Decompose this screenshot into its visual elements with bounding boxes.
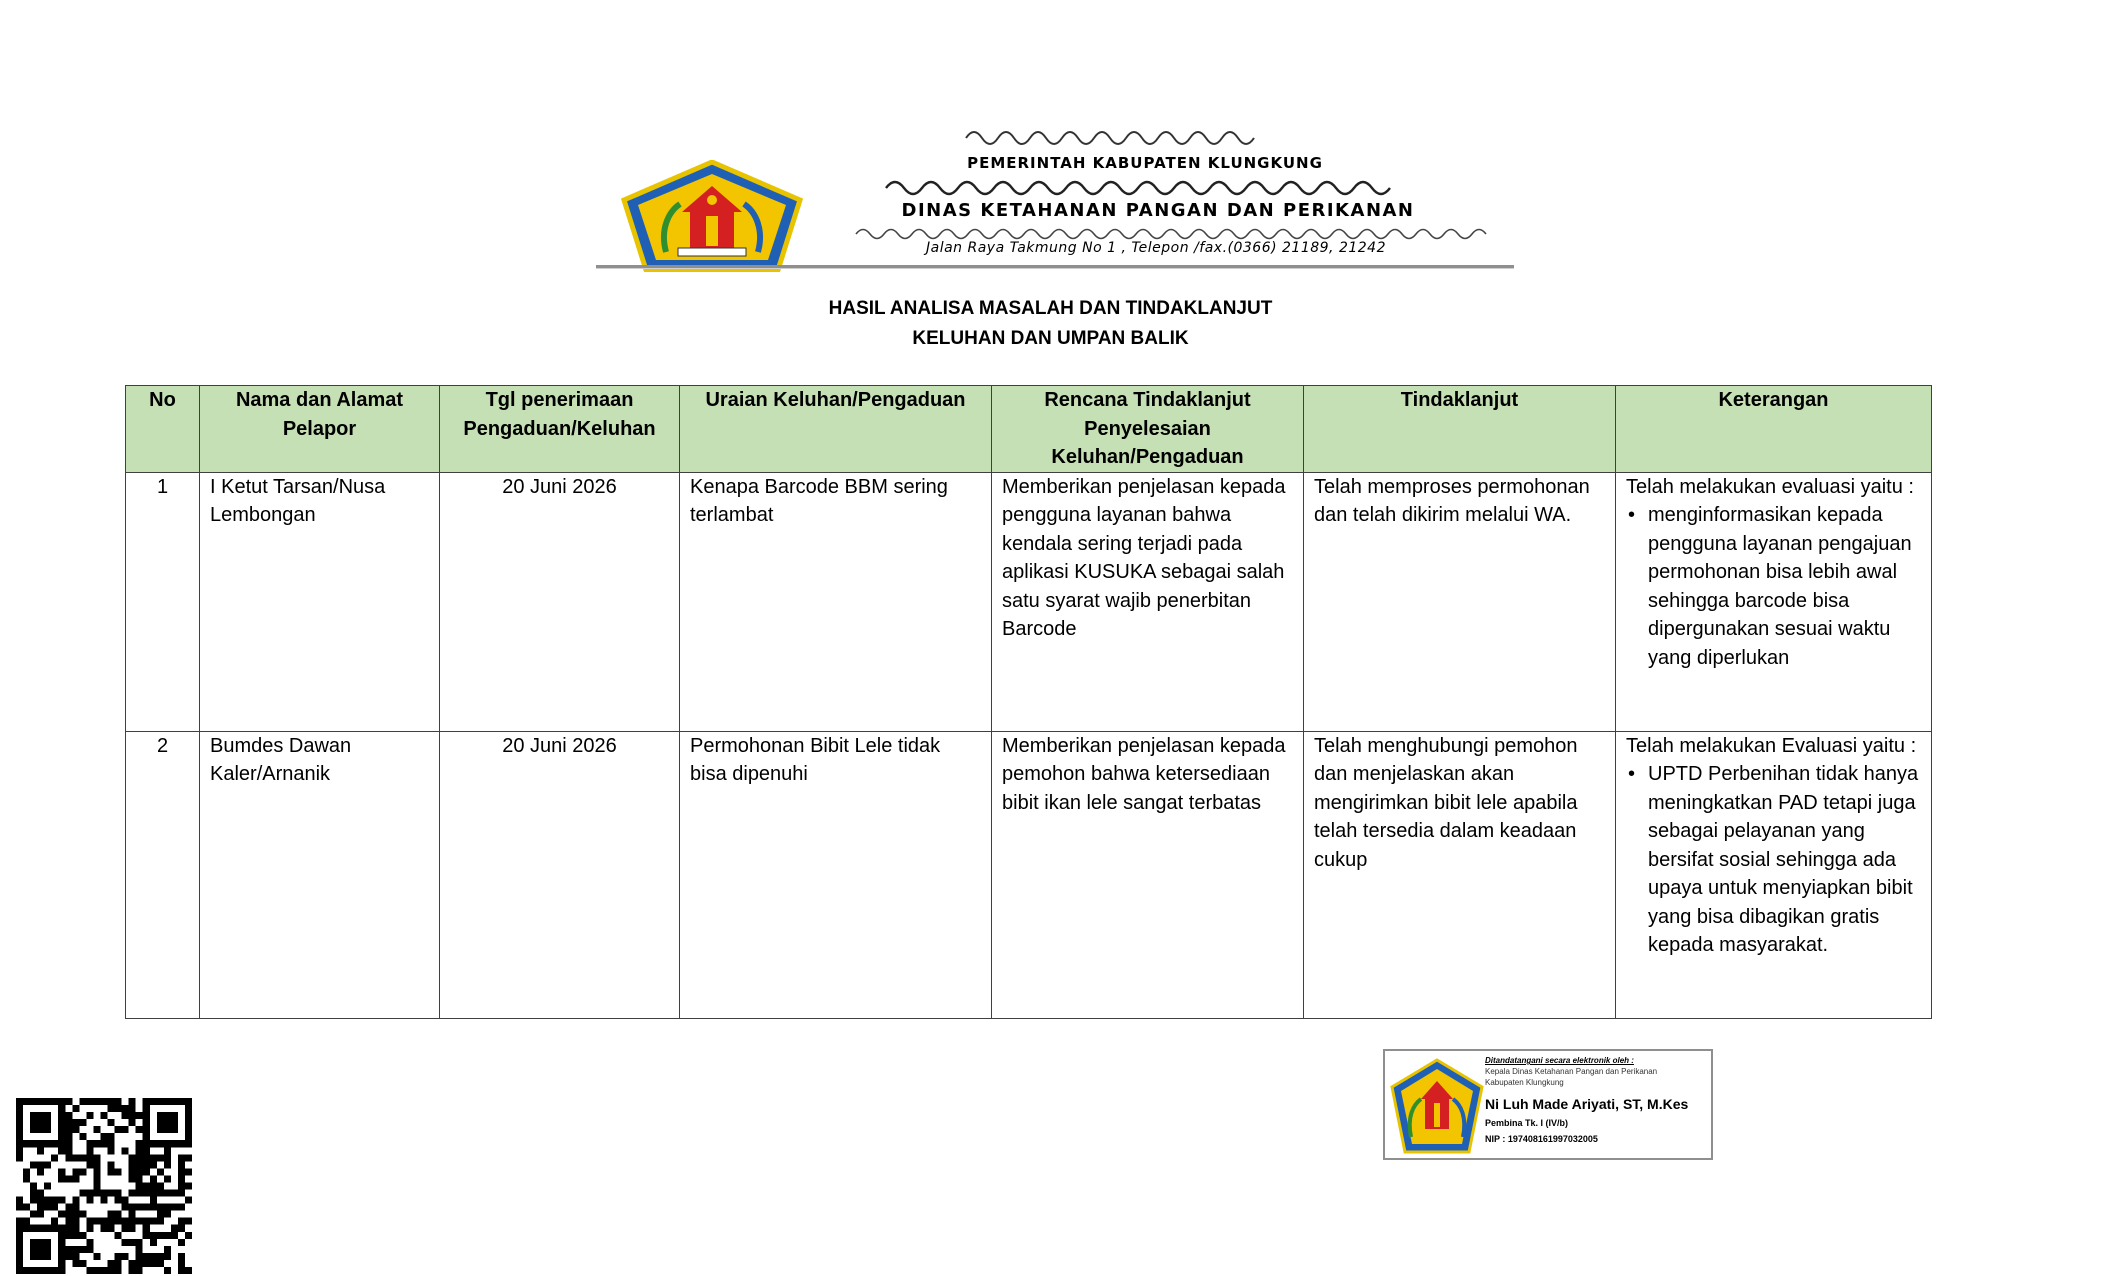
cell-remarks <box>1616 731 1932 1018</box>
cell-name: I Ketut Tarsan/Nusa Lembongan <box>200 472 440 731</box>
cell-complaint: Kenapa Barcode BBM sering terlambat <box>680 472 992 731</box>
header-name: Nama dan Alamat Pelapor <box>200 386 440 473</box>
header-action: Tindaklanjut <box>1304 386 1616 473</box>
klungkung-emblem-logo <box>620 160 804 272</box>
remarks-intro: Telah melakukan Evaluasi yaitu : <box>1626 734 1917 757</box>
header-complaint: Uraian Keluhan/Pengaduan <box>680 386 992 473</box>
signer-nip: NIP : 197408161997032005 <box>1485 1134 1598 1144</box>
header-no: No <box>126 386 200 473</box>
qr-code <box>16 1098 192 1274</box>
table-row <box>126 731 1932 1018</box>
signer-position: Kepala Dinas Ketahanan Pangan dan Perikanan <box>1485 1067 1658 1076</box>
balinese-script-line-2 <box>846 174 1506 196</box>
office-address: Jalan Raya Takmung No 1 , Telepon /fax.(0366) 21189, 21242 <box>925 240 1386 256</box>
cell-action: Telah menghubungi pemohon dan menjelaskan akan mengirimkan bibit lele apabila telah tersedia dalam keadaan cukup <box>1304 731 1616 1018</box>
table-row <box>126 472 1932 731</box>
cell-action: Telah memproses permohonan dan telah dikirim melalui WA. <box>1304 472 1616 731</box>
department-name: DINAS KETAHANAN PANGAN DAN PERIKANAN <box>901 200 1415 221</box>
header-plan: Rencana Tindaklanjut Penyelesaian Keluhan/Pengaduan <box>992 386 1304 473</box>
table-header-row <box>126 386 1932 473</box>
remarks-bullet-item: • UPTD Perbenihan tidak hanya meningkatkan PAD tetapi juga sebagai pelayanan yang bersifat sosial sehingga ada upaya untuk menyiapkan bibit yang bisa dibagikan gratis kepada masyarakat. <box>1648 760 1921 960</box>
cell-date: 20 Juni 2026 <box>440 731 680 1018</box>
cell-plan: Memberikan penjelasan kepada pengguna layanan bahwa kendala sering terjadi pada aplikasi KUSUKA sebagai salah satu syarat wajib penerbitan Barcode <box>992 472 1304 731</box>
electronic-signature-box <box>1383 1049 1713 1160</box>
title-line-2: KELUHAN DAN UMPAN BALIK <box>912 328 1189 349</box>
title-line-1: HASIL ANALISA MASALAH DAN TINDAKLANJUT <box>828 298 1273 319</box>
signature-text <box>1485 1055 1711 1146</box>
balinese-script-line-1 <box>846 124 1506 146</box>
remarks-list <box>1626 760 1921 960</box>
signed-note: Ditandatangani secara elektronik oleh : <box>1485 1056 1634 1065</box>
cell-complaint: Permohonan Bibit Lele tidak bisa dipenuhi <box>680 731 992 1018</box>
header-remarks: Keterangan <box>1616 386 1932 473</box>
document-title <box>0 294 2101 354</box>
signer-region: Kabupaten Klungkung <box>1485 1078 1564 1087</box>
letterhead-rule <box>596 265 1514 269</box>
cell-remarks <box>1616 472 1932 731</box>
signer-rank: Pembina Tk. I (IV/b) <box>1485 1118 1569 1128</box>
government-name: PEMERINTAH KABUPATEN KLUNGKUNG <box>967 154 1323 172</box>
cell-name: Bumdes Dawan Kaler/Arnanik <box>200 731 440 1018</box>
complaint-table <box>125 385 1932 1019</box>
cell-date: 20 Juni 2026 <box>440 472 680 731</box>
cell-plan: Memberikan penjelasan kepada pemohon bahwa ketersediaan bibit ikan lele sangat terbatas <box>992 731 1304 1018</box>
header-date: Tgl penerimaan Pengaduan/Keluhan <box>440 386 680 473</box>
cell-no: 2 <box>126 731 200 1018</box>
remarks-bullet-item: • menginformasikan kepada pengguna layanan pengajuan permohonan bisa lebih awal sehingga barcode bisa dipergunakan sesuai waktu yang diperlukan <box>1648 501 1921 672</box>
remarks-list <box>1626 501 1921 672</box>
signer-name: Ni Luh Made Ariyati, ST, M.Kes <box>1485 1096 1689 1112</box>
signature-emblem-logo <box>1389 1057 1485 1155</box>
letterhead <box>596 124 1514 270</box>
cell-no: 1 <box>126 472 200 731</box>
remarks-intro: Telah melakukan evaluasi yaitu : <box>1626 475 1914 498</box>
